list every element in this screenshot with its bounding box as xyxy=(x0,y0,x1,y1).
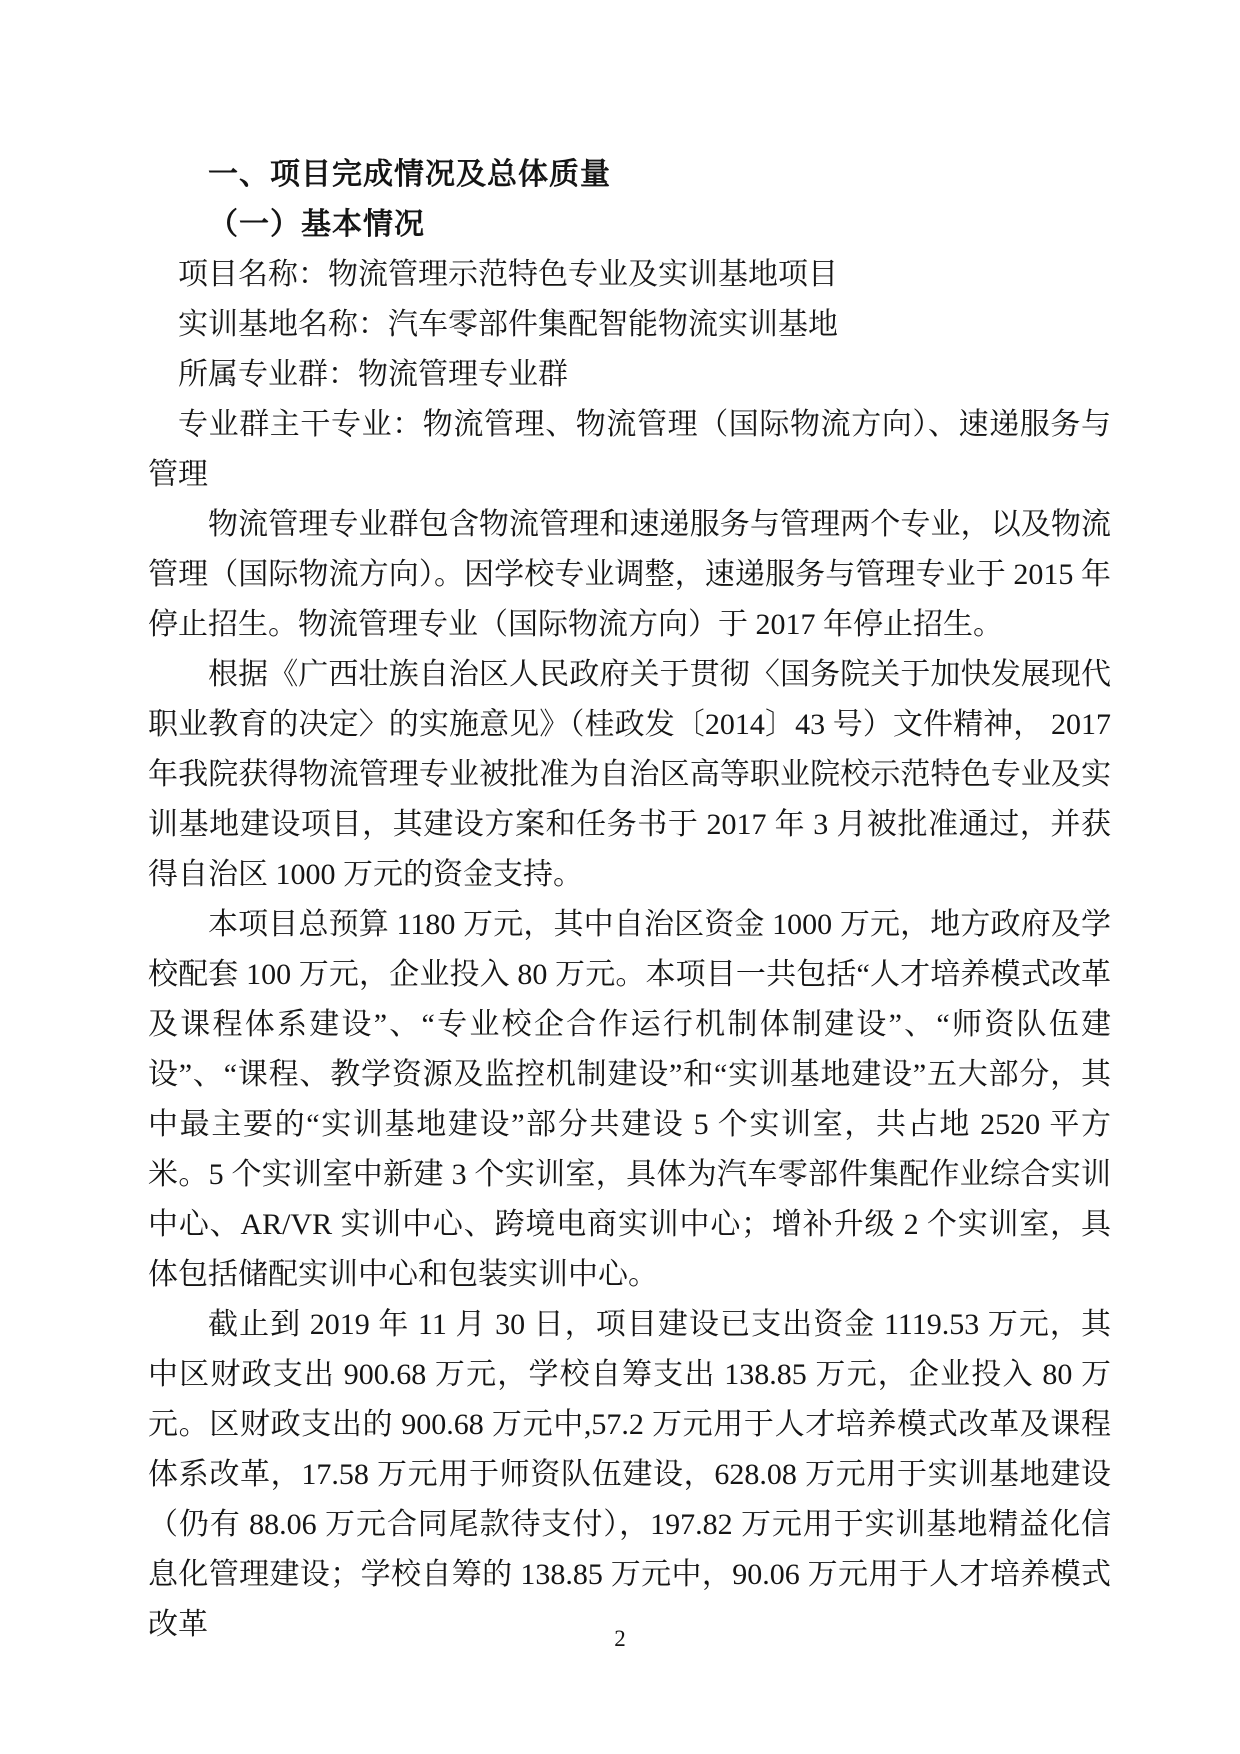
paragraph-policy-approval: 根据《广西壮族自治区人民政府关于贯彻〈国务院关于加快发展现代职业教育的决定〉的实施意见》（桂政发〔2014〕43 号）文件精神， 2017 年我院获得物流管理专业被批准为自治区高等职业院校示范特色专业及实训基地建设项目，其建设方案和任务书于 2017 年 3 月被批准通过，并获得自治区 1000 万元的资金支持。 xyxy=(148,658,1111,891)
info-line-main-majors: 专业群主干专业：物流管理、物流管理（国际物流方向）、速递服务与管理 xyxy=(148,408,1111,491)
paragraph-expenditure-status: 截止到 2019 年 11 月 30 日，项目建设已支出资金 1119.53 万元，其中区财政支出 900.68 万元，学校自筹支出 138.85 万元，企业投入 80 万元。区财政支出的 900.68 万元中,57.2 万元用于人才培养模式改革及课程体系改革，17.58 万元用于师资队伍建设，628.08 万元用于实训基地建设（仍有 88.06 万元合同尾款待支付），197.82 万元用于实训基地精益化信息化管理建设；学校自筹的 138.85 万元中，90.06 万元用于人才培养模式改革 xyxy=(148,1308,1111,1641)
document-body xyxy=(148,150,1111,1650)
section-heading-level-1: 一、项目完成情况及总体质量 xyxy=(208,158,611,191)
section-heading-level-2: （一）基本情况 xyxy=(208,208,425,241)
info-line-project-name: 项目名称：物流管理示范特色专业及实训基地项目 xyxy=(178,258,838,291)
paragraph-budget-breakdown: 本项目总预算 1180 万元，其中自治区资金 1000 万元，地方政府及学校配套 100 万元，企业投入 80 万元。本项目一共包括“人才培养模式改革及课程体系建设”、“专业校企合作运行机制体制建设”、“师资队伍建设”、“课程、教学资源及监控机制建设”和“实训基地建设”五大部分，其中最主要的“实训基地建设”部分共建设 5 个实训室，共占地 2520 平方米。5 个实训室中新建 3 个实训室，具体为汽车零部件集配作业综合实训中心、AR/VR 实训中心、跨境电商实训中心；增补升级 2 个实训室，具体包括储配实训中心和包装实训中心。 xyxy=(148,908,1111,1291)
info-line-training-base-name: 实训基地名称：汽车零部件集配智能物流实训基地 xyxy=(178,308,838,341)
page-number: 2 xyxy=(614,1626,626,1651)
paragraph-major-group-overview: 物流管理专业群包含物流管理和速递服务与管理两个专业，以及物流管理（国际物流方向）。因学校专业调整，速递服务与管理专业于 2015 年停止招生。物流管理专业（国际物流方向）于 2017 年停止招生。 xyxy=(148,508,1111,641)
info-line-major-group: 所属专业群：物流管理专业群 xyxy=(178,358,568,391)
